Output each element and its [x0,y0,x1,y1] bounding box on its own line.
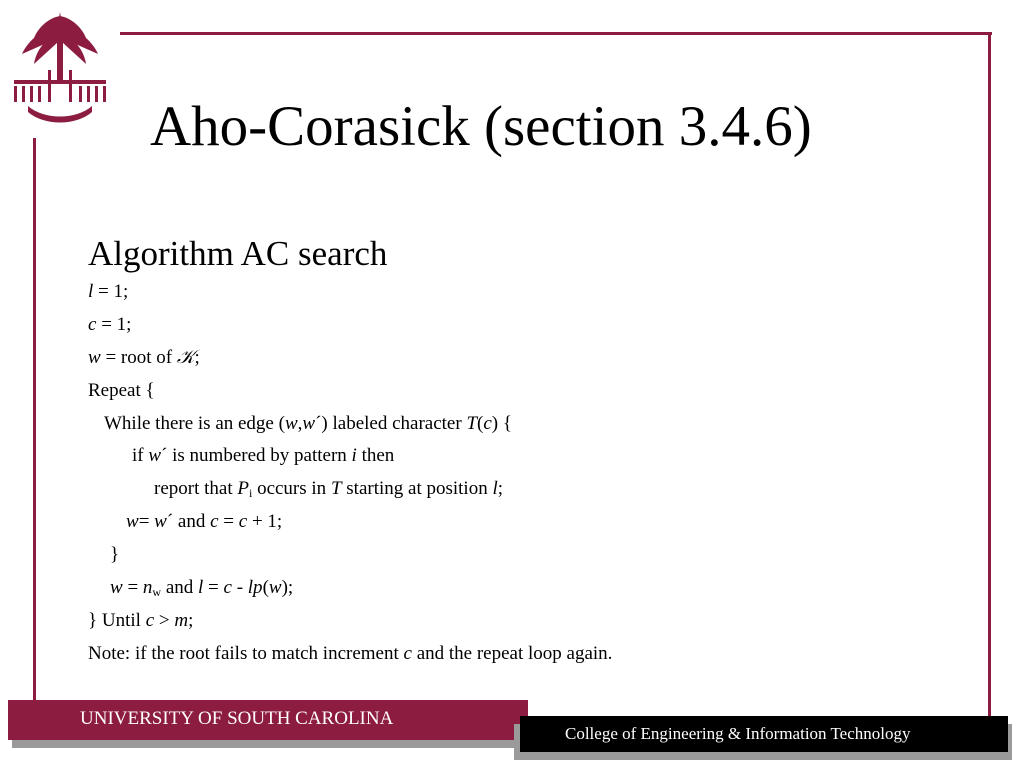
code-line-report: report that $P_i$ occurs in T starting at position l; [154,478,504,501]
footer-college-banner [520,716,1008,752]
footer-university-banner [8,700,528,740]
palmetto-tree-seal-icon [8,8,112,126]
slide-frame-top [120,32,992,35]
code-line-l-init: l = 1; [88,281,129,302]
code-line-note: Note: if the root fails to match increment c and the repeat loop again. [88,642,613,664]
footer-university-text: UNIVERSITY OF SOUTH CAROLINA [80,708,394,729]
code-line-c-init: c = 1; [88,313,132,335]
code-line-while: While there is an edge (w,w´) labeled character T(c) { [104,412,512,434]
code-line-repeat: Repeat { [88,379,155,401]
slide-title: Aho-Corasick (section 3.4.6) [150,95,812,158]
slide-frame-left [33,138,36,708]
code-line-assign: w= w´ and c = c + 1; [126,511,283,533]
code-line-w-init: w = root of 𝒦; [88,346,200,368]
code-line-close-brace: } [110,544,120,566]
slide-frame-right [988,32,991,718]
code-line-if: if w´ is numbered by pattern i then [132,445,395,467]
code-line-until: } Until c > m; [88,609,194,631]
logo-year: 1801 [51,108,69,118]
code-line-w-update: $w = n_w$ and l = c - lp(w); [110,577,294,600]
footer-college-text: College of Engineering & Information Technology [565,724,911,743]
algorithm-heading: Algorithm AC search [88,234,388,273]
slide-body [88,232,968,671]
